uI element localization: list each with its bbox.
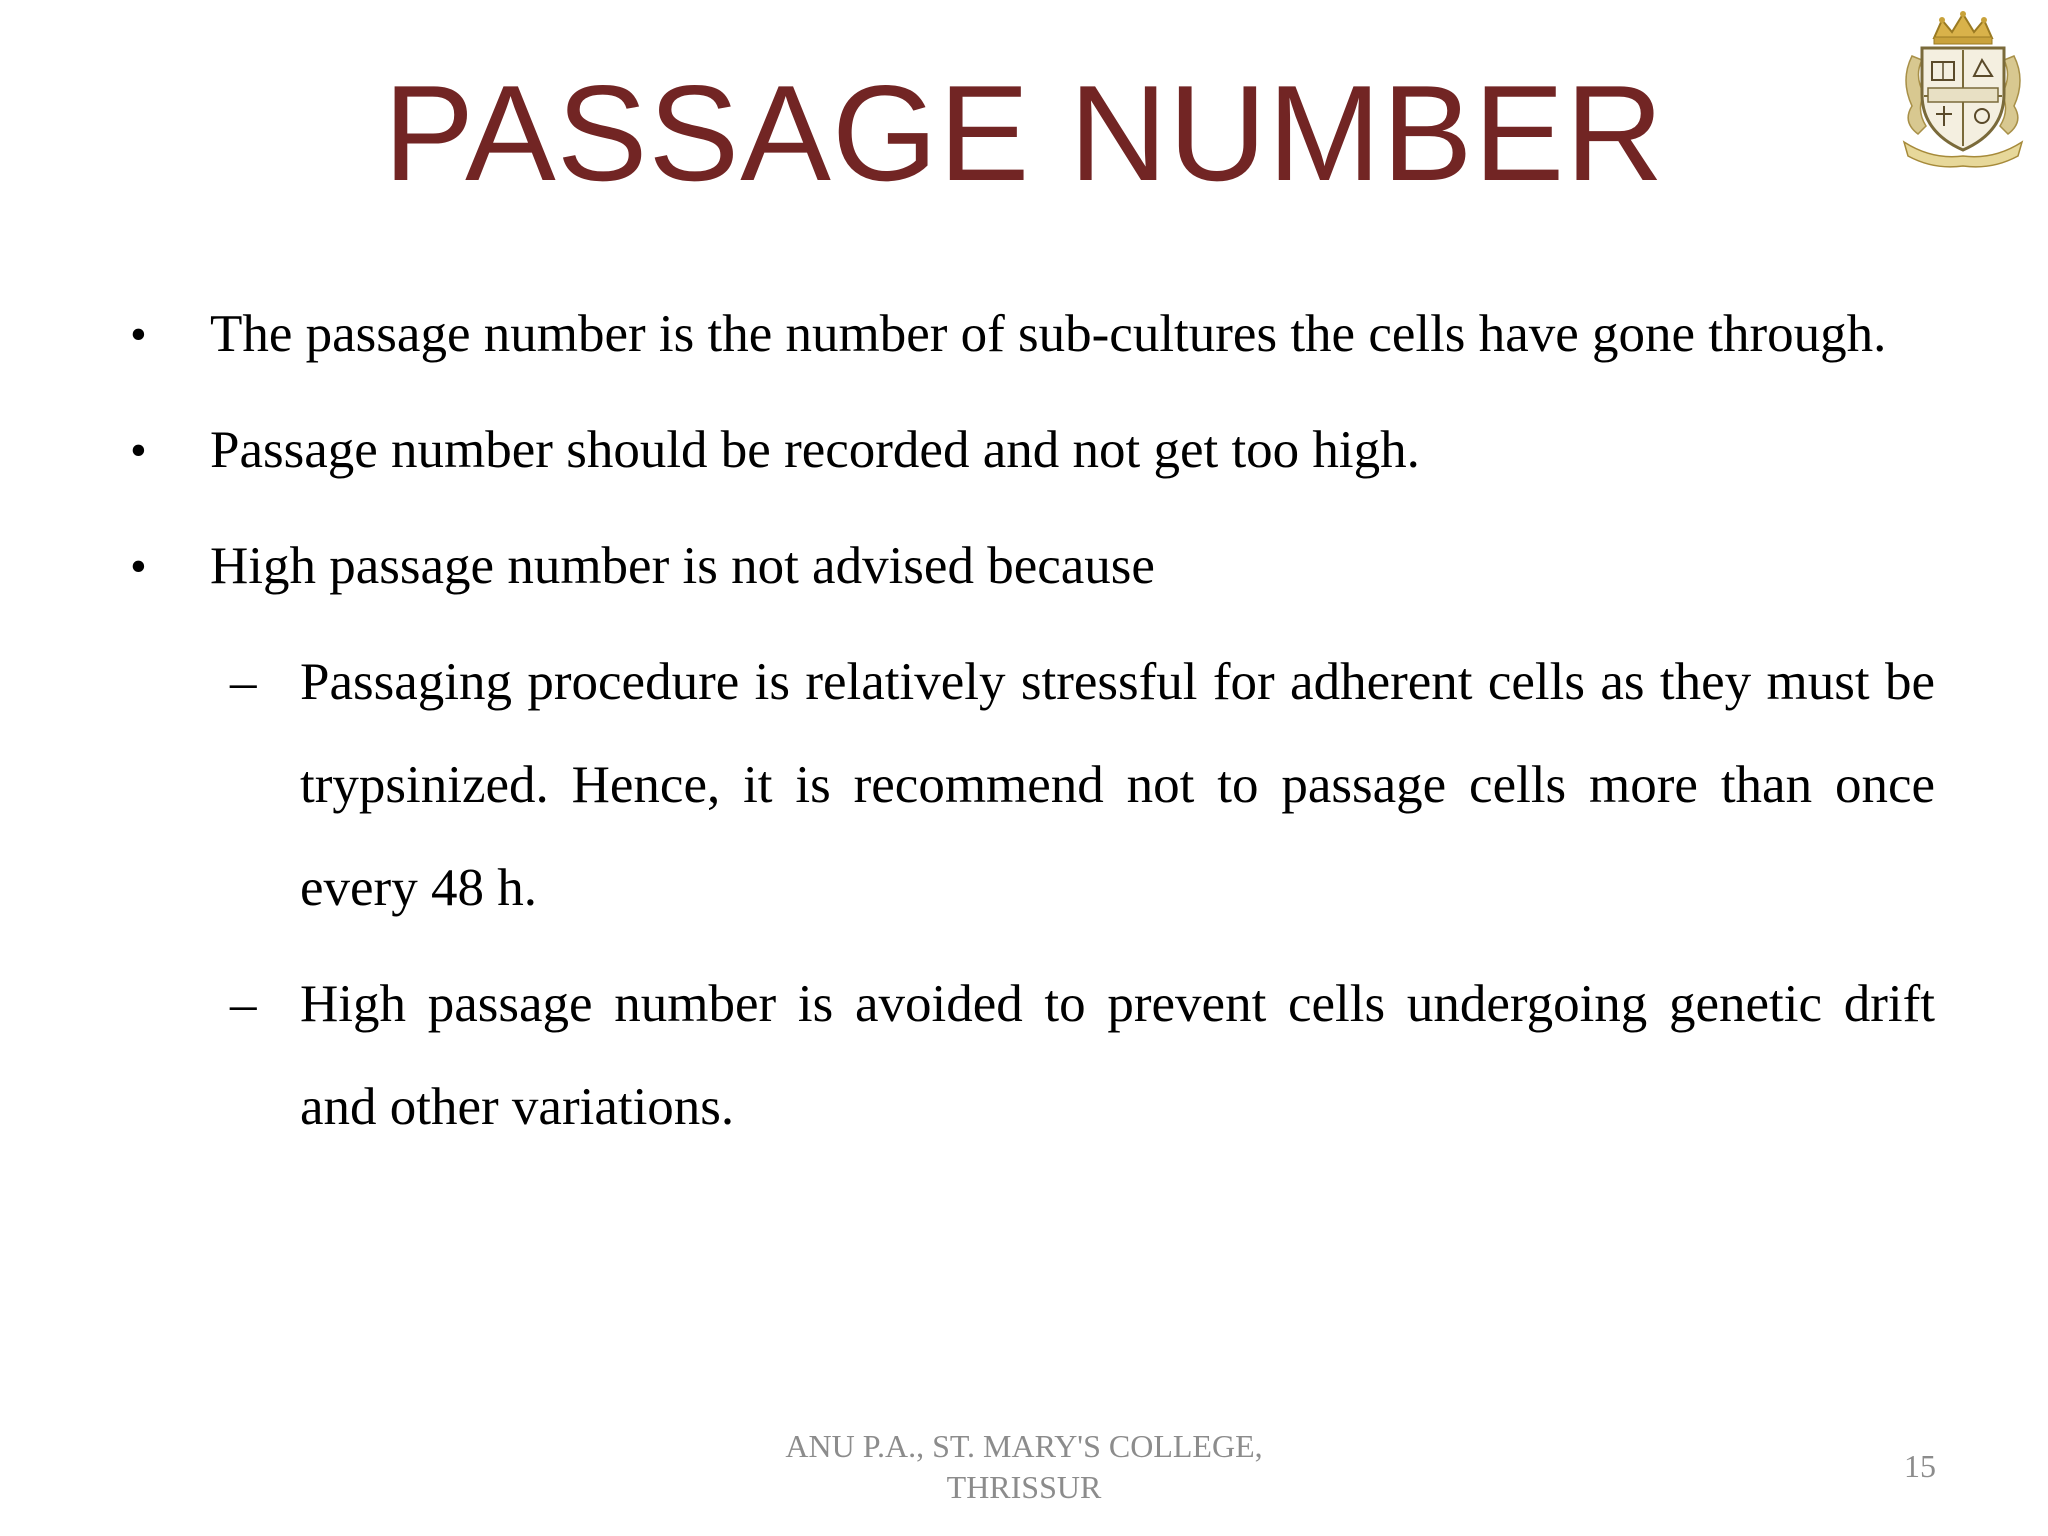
sub-bullet-item — [130, 953, 1935, 1159]
slide-title: PASSAGE NUMBER — [383, 57, 1665, 209]
bullet-list — [130, 283, 1935, 1172]
bullet-item — [130, 399, 1935, 502]
dash-marker: – — [230, 975, 257, 1033]
sub-bullet-text: High passage number is avoided to prevent cells undergoing genetic drift and other variations. — [300, 975, 1935, 1136]
sub-bullet-text: Passaging procedure is relatively stressful for adherent cells as they must be trypsinized. Hence, it is recommend not to passage cells more than once every 48 h. — [300, 653, 1935, 917]
footer-line-2: THRISSUR — [946, 1469, 1102, 1505]
bullet-item — [130, 515, 1935, 618]
bullet-text: Passage number should be recorded and not get too high. — [210, 421, 1420, 479]
bullet-text: High passage number is not advised because — [210, 537, 1155, 595]
page-number: 15 — [1904, 1448, 1936, 1484]
footer-line-1: ANU P.A., ST. MARY'S COLLEGE, — [785, 1428, 1263, 1464]
dash-marker: – — [230, 653, 257, 711]
college-crest-icon — [1892, 10, 2034, 170]
footer-credit — [724, 1426, 1324, 1508]
bullet-marker: • — [130, 540, 147, 593]
bullet-text: The passage number is the number of sub-cultures the cells have gone through. — [210, 305, 1887, 363]
bullet-marker: • — [130, 308, 147, 361]
bullet-item — [130, 283, 1935, 386]
bullet-marker: • — [130, 424, 147, 477]
sub-bullet-item — [130, 631, 1935, 940]
